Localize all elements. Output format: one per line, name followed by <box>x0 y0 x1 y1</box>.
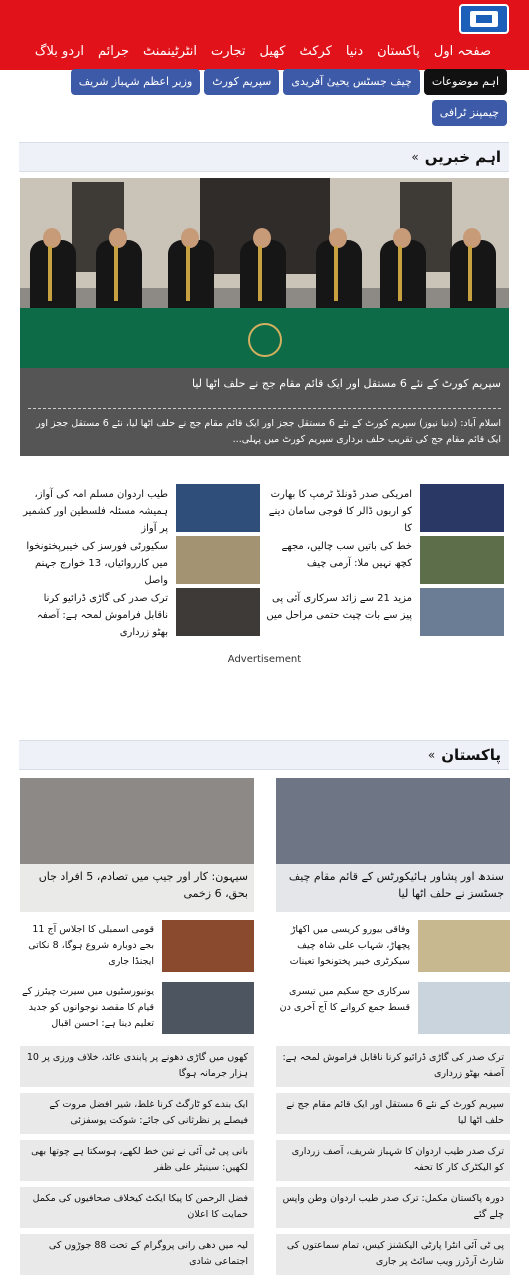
pakistan-list-item[interactable]: کھوں میں گاڑی دھونے پر پابندی عائد، خلاف ورزی پر 10 ہزار جرمانہ ہوگا <box>20 1046 254 1087</box>
pakistan-lead-story[interactable] <box>276 778 510 912</box>
headline-item-text[interactable]: سکیورٹی فورسز کی خیبرپختونخوا میں کارروائیاں، 13 خوارج جہنم واصل <box>26 541 168 586</box>
nav-cricket[interactable]: کرکٹ <box>299 44 332 59</box>
headline-item[interactable] <box>264 484 504 532</box>
pakistan-item-text[interactable]: قومی اسمبلی کا اجلاس آج 11 بجے دوبارہ شروع ہوگا، 8 نکاتی ایجنڈا جاری <box>28 924 154 967</box>
nav-business[interactable]: تجارت <box>211 44 246 59</box>
pakistan-item[interactable] <box>276 920 510 974</box>
tag-prime-minister[interactable]: وزیر اعظم شہباز شریف <box>71 69 201 95</box>
tag-main-topics: اہم موضوعات <box>424 69 507 95</box>
hero-image[interactable] <box>20 178 509 368</box>
headline-item[interactable] <box>20 588 260 636</box>
advertisement-label: Advertisement <box>227 654 302 665</box>
pakistan-item-text[interactable]: سرکاری حج سکیم میں تیسری قسط جمع کروانے کا آج آخری دن <box>279 986 410 1013</box>
second-story-caption[interactable]: سیہون: کار اور جیپ میں تصادم، 5 افراد جاں بحق، 6 زخمی <box>20 864 254 912</box>
main-nav <box>0 38 529 66</box>
nav-crime[interactable]: جرائم <box>97 44 130 59</box>
section-arrows-icon: « <box>411 150 419 164</box>
tag-champions-trophy[interactable]: چیمپنز ٹرافی <box>432 100 507 126</box>
pakistan-list-item[interactable]: پی ٹی آئی انٹرا پارٹی الیکشنز کیس، تمام سماعتوں کی شارٹ آرڈرز ویب سائٹ پر جاری <box>276 1234 510 1275</box>
pakistan-list-item[interactable]: ایک بندے کو ٹارگٹ کرنا غلط، شیر افضل مروت کے فیصلے پر نظرثانی کی جائے: شوکت یوسفزئی <box>20 1093 254 1134</box>
pakistan-list-item[interactable]: ترک صدر کی گاڑی ڈرائیو کرنا ناقابل فراموش لمحہ ہے: آصفہ بھٹو زرداری <box>276 1046 510 1087</box>
pakistan-title[interactable]: پاکستان <box>441 746 501 764</box>
pakistan-list-item[interactable]: ترک صدر طیب اردوان کا شہباز شریف، آصف زرداری کو الیکٹرک کار کا تحفہ <box>276 1140 510 1181</box>
headline-item-text[interactable]: طیب اردوان مسلم امہ کی آواز، ہمیشہ مسئلہ فلسطین اور کشمیر پر آواز <box>23 489 168 534</box>
section-arrows-icon: « <box>427 748 436 762</box>
nav-sports[interactable]: کھیل <box>259 44 286 59</box>
headline-item-text[interactable]: امریکی صدر ڈونلڈ ٹرمپ کا بھارت کو اربوں ڈالر کا فوجی سامان دینے کا <box>268 489 412 534</box>
headlines-section-title <box>19 142 509 172</box>
headline-item-text[interactable]: ترک صدر کی گاڑی ڈرائیو کرنا ناقابل فراموش لمحہ ہے: آصفہ بھٹو زرداری <box>37 593 168 638</box>
court-emblem-icon <box>248 323 282 357</box>
lead-story-caption[interactable]: سندھ اور پشاور ہائیکورٹس کے قائم مقام چیف جسٹسز نے حلف اٹھا لیا <box>276 864 510 912</box>
pakistan-list-item[interactable]: بانی پی ٹی آئی نے تین خط لکھے، ہوسکتا ہے چوتھا بھی لکھیں: سینیٹر علی ظفر <box>20 1140 254 1181</box>
topic-tags <box>17 69 507 126</box>
pakistan-item[interactable] <box>276 982 510 1036</box>
headline-item[interactable] <box>264 536 504 584</box>
pakistan-list-item[interactable]: فضل الرحمن کا پیکا ایکٹ کیخلاف صحافیوں کی مکمل حمایت کا اعلان <box>20 1187 254 1228</box>
hero-caption[interactable] <box>20 368 509 456</box>
nav-world[interactable]: دنیا <box>345 44 364 59</box>
pakistan-second-story[interactable] <box>20 778 254 912</box>
pakistan-item-text[interactable]: وفاقی بیورو کریسی میں اکھاڑ پچھاڑ، شہاب علی شاہ چیف سیکرٹری خیبر پختونخوا تعینات <box>289 924 410 967</box>
pakistan-list-item[interactable]: لیہ میں دھی رانی پروگرام کے تحت 88 جوڑوں کی اجتماعی شادی <box>20 1234 254 1275</box>
dunya-logo[interactable] <box>459 4 509 34</box>
nav-pakistan[interactable]: پاکستان <box>377 44 420 59</box>
headlines-title: اہم خبریں <box>424 148 501 166</box>
pakistan-list-item[interactable]: دورہ پاکستان مکمل: ترک صدر طیب اردوان وطن واپس چلے گئے <box>276 1187 510 1228</box>
headline-item-text[interactable]: مزید 21 سے زائد سرکاری آئی پی پیز سے بات چیت حتمی مراحل میں <box>266 593 412 621</box>
headline-item[interactable] <box>20 484 260 532</box>
nav-home[interactable]: صفحہ اول <box>433 44 491 59</box>
nav-entertainment[interactable]: انٹرٹینمنٹ <box>143 44 198 59</box>
tag-supreme-court[interactable]: سپریم کورٹ <box>204 69 279 95</box>
pakistan-item[interactable] <box>20 982 254 1036</box>
pakistan-section-title <box>19 740 509 770</box>
hero-title[interactable]: سپریم کورٹ کے نئے 6 مستقل اور ایک قائم مقام جج نے حلف اٹھا لیا <box>191 377 501 390</box>
headline-item[interactable] <box>20 536 260 584</box>
pakistan-list-item[interactable]: سپریم کورٹ کے نئے 6 مستقل اور ایک قائم مقام جج نے حلف اٹھا لیا <box>276 1093 510 1134</box>
headline-item-text[interactable]: خط کی باتیں سب چالیں، مجھے کچھ نہیں ملا: آرمی چیف <box>281 541 412 569</box>
pakistan-item-text[interactable]: یونیورسٹیوں میں سیرت چیئرز کے قیام کا مقصد نوجوانوں کو جدید تعلیم دینا ہے: احسن اقبال <box>22 986 154 1029</box>
nav-urdu-blog[interactable]: اردو بلاگ <box>34 44 84 59</box>
tag-chief-justice[interactable]: چیف جسٹس یحییٰ آفریدی <box>283 69 419 95</box>
top-header <box>0 0 529 70</box>
headline-item[interactable] <box>264 588 504 636</box>
pakistan-item[interactable] <box>20 920 254 974</box>
hero-summary: اسلام آباد: (دنیا نیوز) سپریم کورٹ کے نئے 6 مستقل ججز اور ایک قائم مقام جج نے حلف اٹھا لیا، نئے 6 مستقل ججز اور ایک قائم مقام جج کی تقریب حلف برداری سپریم کورٹ میں پہلی... <box>36 418 501 445</box>
